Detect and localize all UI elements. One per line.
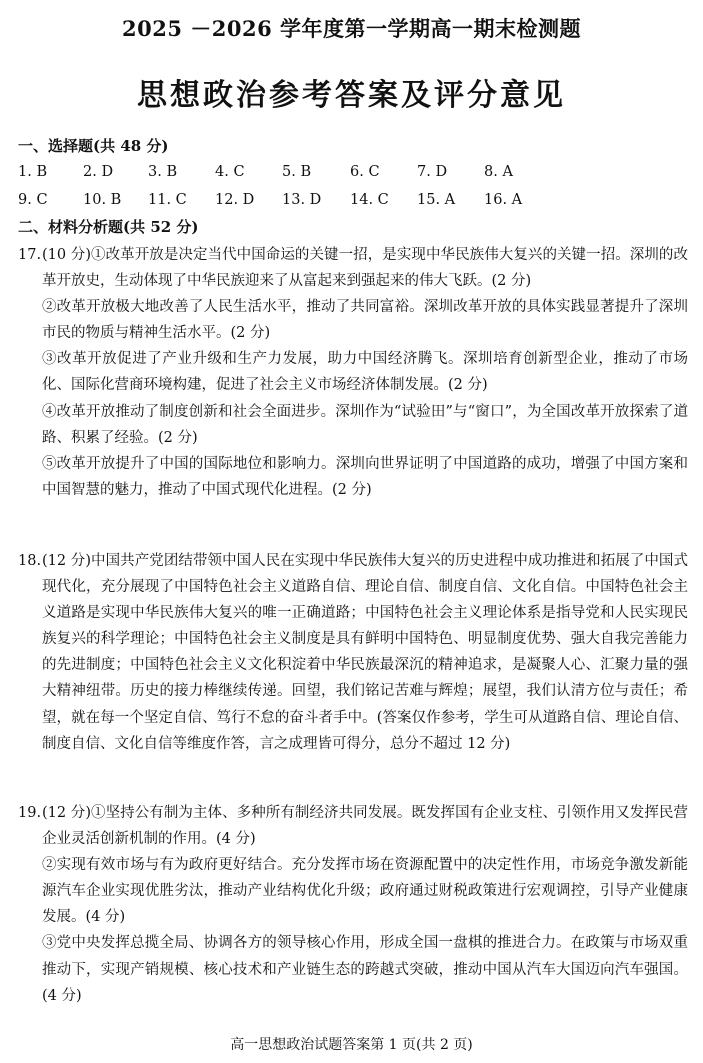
choice-answer: 14. C (350, 192, 389, 208)
choice-answer: 4. C (215, 164, 245, 180)
choice-answers-row-2 (18, 189, 688, 211)
choice-answer: 5. B (282, 164, 312, 180)
question-body (42, 548, 688, 757)
choice-answer: 12. D (215, 192, 255, 208)
answer-text: (12 分)中国共产党团结带领中国人民在实现中华民族伟大复兴的历史进程中成功推进和拓展了中国式现代化，充分展现了中国特色社会主义道路自信、理论自信、制度自信、文化自信。中国特色社会主义道路是实现中华民族伟大复兴的唯一正确道路；中国特色社会主义理论体系是指导党和人民实现民族复兴的科学理论；中国特色社会主义制度是具有鲜明中国特色、明显制度优势、强大自我完善能力的先进制度；中国特色社会主义文化积淀着中华民族最深沉的精神追求，是凝聚人心、汇聚力量的强大精神纽带。历史的接力棒继续传递。回望，我们铭记苦难与辉煌；展望，我们认清方位与责任；希望，就在每一个坚定自信、笃行不怠的奋斗者手中。(答案仅作参考，学生可从道路自信、理论自信、制度自信、文化自信等维度作答，言之成理皆可得分，总分不超过 12 分) (42, 553, 688, 752)
choice-answer: 2. D (83, 164, 114, 180)
exam-title: 2025 －2026 学年度第一学期高一期末检测题 (121, 16, 581, 41)
choice-answer: 1. B (18, 164, 48, 180)
section-choice-heading: 一、选择题(共 48 分) (18, 137, 169, 155)
question-19 (18, 800, 688, 1009)
choice-answers-row-1 (18, 161, 688, 183)
answer-key-title: 思想政治参考答案及评分意见 (137, 78, 566, 113)
answer-point: ③改革开放促进了产业升级和生产力发展，助力中国经济腾飞。深圳培育创新型企业，推动了市场化、国际化营商环境构建，促进了社会主义市场经济体制发展。(2 分) (42, 351, 688, 394)
choice-answer: 6. C (350, 164, 380, 180)
answer-point: ⑤改革开放提升了中国的国际地位和影响力。深圳向世界证明了中国道路的成功，增强了中国方案和中国智慧的魅力，推动了中国式现代化进程。(2 分) (42, 455, 688, 498)
section-analysis-heading: 二、材料分析题(共 52 分) (18, 218, 199, 236)
choice-answer: 10. B (83, 192, 122, 208)
choice-answer: 9. C (18, 192, 48, 208)
question-18 (18, 548, 688, 757)
question-body (42, 242, 688, 503)
question-number: 18. (18, 553, 42, 569)
choice-answer: 13. D (282, 192, 322, 208)
choice-answer: 16. A (484, 192, 523, 208)
answer-point: (12 分)①坚持公有制为主体、多种所有制经济共同发展。既发挥国有企业支柱、引领作用又发挥民营企业灵活创新机制的作用。(4 分) (42, 805, 688, 848)
choice-answer: 7. D (417, 164, 448, 180)
page-footer: 高一思想政治试题答案第 1 页(共 2 页) (230, 1037, 473, 1053)
answer-point: ③党中央发挥总揽全局、协调各方的领导核心作用，形成全国一盘棋的推进合力。在政策与市场双重推动下，实现产销规模、核心技术和产业链生态的跨越式突破，推动中国从汽车大国迈向汽车强国。(4 分) (42, 935, 688, 1004)
choice-answer: 8. A (484, 164, 513, 180)
question-number: 17. (18, 247, 42, 263)
question-17 (18, 242, 688, 503)
answer-point: ④改革开放推动了制度创新和社会全面进步。深圳作为“试验田”与“窗口”，为全国改革开放探索了道路、积累了经验。(2 分) (42, 403, 688, 446)
answer-point: ②改革开放极大地改善了人民生活水平，推动了共同富裕。深圳改革开放的具体实践显著提升了深圳市民的物质与精神生活水平。(2 分) (42, 299, 688, 342)
answer-point: ②实现有效市场与有为政府更好结合。充分发挥市场在资源配置中的决定性作用，市场竞争激发新能源汽车企业实现优胜劣汰，推动产业结构优化升级；政府通过财税政策进行宏观调控，引导产业健康发展。(4 分) (42, 857, 688, 926)
question-body (42, 800, 688, 1009)
choice-answer: 11. C (148, 192, 187, 208)
question-number: 19. (18, 805, 42, 821)
choice-answer: 15. A (417, 192, 456, 208)
choice-answer: 3. B (148, 164, 178, 180)
answer-point: (10 分)①改革开放是决定当代中国命运的关键一招，是实现中华民族伟大复兴的关键一招。深圳的改革开放史，生动体现了中华民族迎来了从富起来到强起来的伟大飞跃。(2 分) (42, 247, 688, 290)
